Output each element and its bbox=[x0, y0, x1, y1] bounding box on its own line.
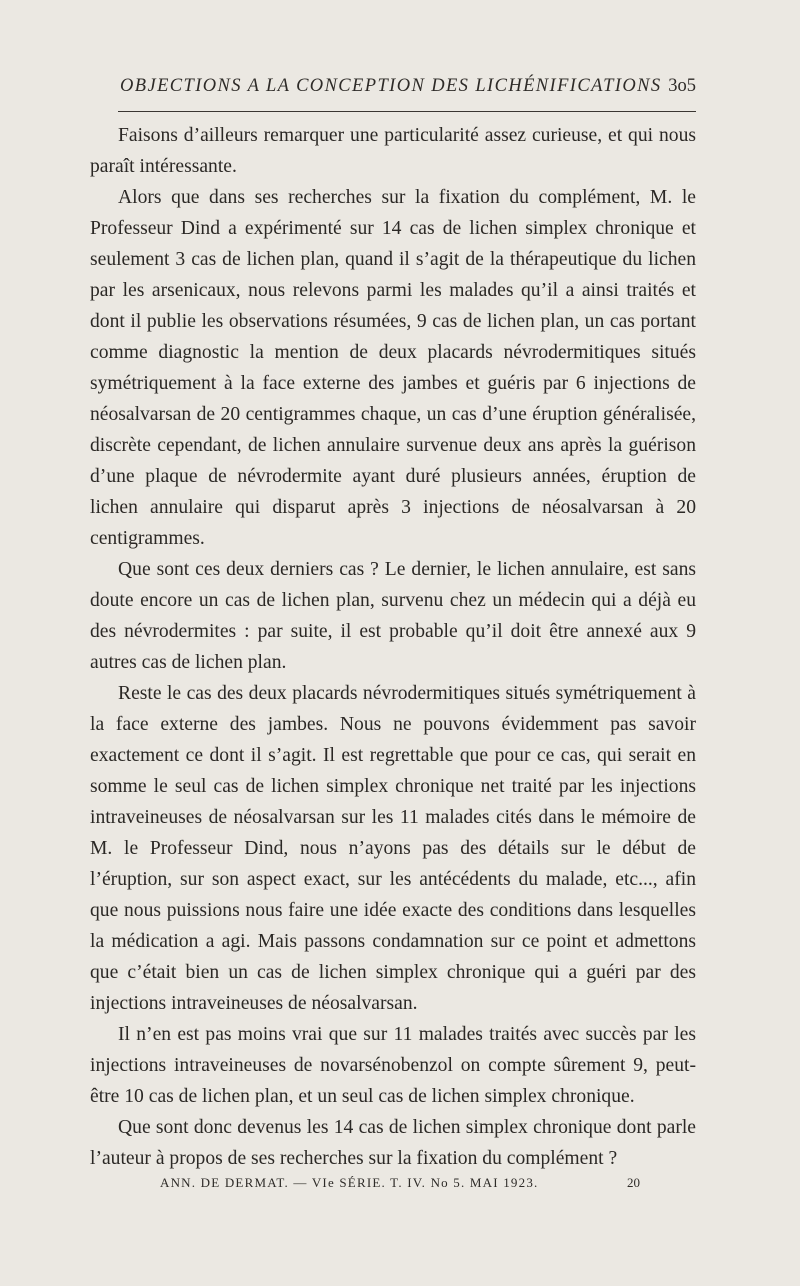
paragraph: Reste le cas des deux placards névrodermitiques situés symétriquement à la face externe des jambes. Nous ne pouvons évidemment pas savoir exactement ce dont il s’agit. Il est regrettable que pour ce cas, qui serait en somme le seul cas de lichen simplex chronique net traité par les injections intraveineuses de néosalvarsan sur les 11 malades cités dans le mémoire de M. le Professeur Dind, nous n’ayons pas des détails sur le début de l’éruption, sur son aspect exact, sur les antécédents du malade, etc..., afin que nous puissions nous faire une idée exacte des conditions dans lesquelles la médication a agi. Mais passons condamnation sur ce point et admettons que c’était bien un cas de lichen simplex chronique qui a guéri par des injections intraveineuses de néosalvarsan. bbox=[90, 683, 696, 1014]
journal-reference: ANN. DE DERMAT. — VIe SÉRIE. T. IV. No 5. MAI 1923. bbox=[160, 1175, 539, 1190]
page-footer bbox=[160, 1175, 640, 1197]
running-header bbox=[90, 76, 706, 104]
paragraph: Alors que dans ses recherches sur la fixation du complément, M. le Professeur Dind a expérimenté sur 14 cas de lichen simplex chronique et seulement 3 cas de lichen plan, quand il s’agit de la thérapeutique du lichen par les arsenicaux, nous relevons parmi les malades qu’il a ainsi traités et dont il publie les observations résumées, 9 cas de lichen plan, un cas portant comme diagnostic la mention de deux placards névrodermitiques situés symétriquement à la face externe des jambes et guéris par 6 injections de néosalvarsan de 20 centigrammes chaque, un cas d’une éruption généralisée, discrète cependant, de lichen annulaire survenue deux ans après la guérison d’une plaque de névrodermite ayant duré plusieurs années, éruption de lichen annulaire qui disparut après 3 injections de néosalvarsan à 20 centigrammes. bbox=[90, 187, 696, 549]
paragraph: Que sont donc devenus les 14 cas de lichen simplex chronique dont parle l’auteur à propos de ses recherches sur la fixation du complément ? bbox=[90, 1117, 696, 1169]
page-number: 3o5 bbox=[668, 76, 696, 96]
running-title: OBJECTIONS A LA CONCEPTION DES LICHÉNIFICATIONS bbox=[120, 76, 662, 96]
header-rule bbox=[118, 111, 696, 112]
paragraph: Il n’en est pas moins vrai que sur 11 malades traités avec succès par les injections intraveineuses de novarsénobenzol on compte sûrement 9, peut-être 10 cas de lichen plan, et un seul cas de lichen simplex chronique. bbox=[90, 1024, 696, 1107]
signature-number: 20 bbox=[627, 1175, 640, 1190]
paragraph: Faisons d’ailleurs remarquer une particularité assez curieuse, et qui nous paraît intéressante. bbox=[90, 125, 696, 177]
paragraph: Que sont ces deux derniers cas ? Le dernier, le lichen annulaire, est sans doute encore un cas de lichen plan, survenu chez un médecin qui a déjà eu des névrodermites : par suite, il est probable qu’il doit être annexé aux 9 autres cas de lichen plan. bbox=[90, 559, 696, 673]
body-text bbox=[90, 120, 696, 1174]
